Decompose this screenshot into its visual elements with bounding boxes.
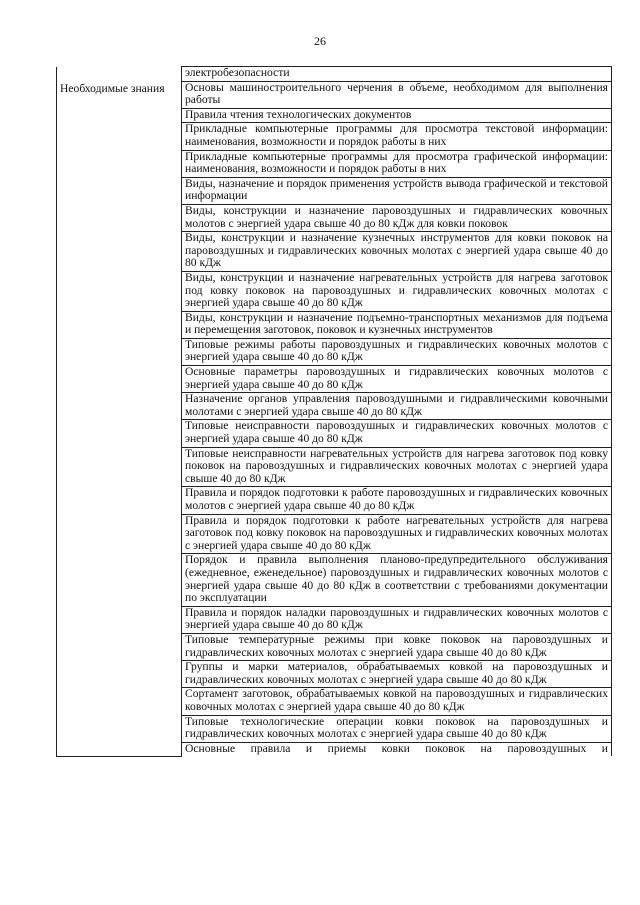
knowledge-item: Типовые неисправности нагревательных устройств для нагрева заготовок под ковку поковок на паровоздушных и гидравлических ковочных молотах с энергией удара свыше 40 до 80 кДж — [182, 447, 612, 487]
competency-table — [56, 66, 612, 757]
knowledge-item: Назначение органов управления паровоздушными и гидравлическими ковочными молотами с энергией удара свыше 40 до 80 кДж — [182, 393, 612, 420]
knowledge-item: Основные параметры паровоздушных и гидравлических ковочных молотов с энергией удара свыше 40 до 80 кДж — [182, 366, 612, 393]
section-label: Необходимые знания — [57, 81, 182, 756]
knowledge-item: Виды, конструкции и назначение паровоздушных и гидравлических ковочных молотов с энергией удара свыше 40 до 80 кДж для ковки поковок — [182, 204, 612, 231]
knowledge-item: Правила и порядок подготовки к работе нагревательных устройств для нагрева заготовок под ковку поковок на паровоздушных и гидравлических ковочных молотах с энергией удара свыше 40 до 80 кДж — [182, 514, 612, 554]
knowledge-item: Виды, назначение и порядок применения устройств вывода графической и текстовой информации — [182, 177, 612, 204]
knowledge-item: Группы и марки материалов, обрабатываемых ковкой на паровоздушных и гидравлических ковочных молотах с энергией удара свыше 40 до 80 кДж — [182, 661, 612, 688]
knowledge-item: Типовые технологические операции ковки поковок на паровоздушных и гидравлических ковочных молотах с энергией удара свыше 40 до 80 кДж — [182, 715, 612, 742]
table-row — [57, 81, 612, 108]
knowledge-item: Виды, конструкции и назначение подъемно-транспортных механизмов для подъема и перемещения заготовок, поковок и кузнечных инструментов — [182, 311, 612, 338]
knowledge-item: Прикладные компьютерные программы для просмотра текстовой информации: наименования, возможности и порядок работы в них — [182, 123, 612, 150]
page-number: 26 — [314, 34, 326, 48]
knowledge-item: Типовые температурные режимы при ковке поковок на паровоздушных и гидравлических ковочных молотах с энергией удара свыше 40 до 80 кДж — [182, 633, 612, 660]
knowledge-item: Порядок и правила выполнения планово-предупредительного обслуживания (ежедневное, еженедельное) паровоздушных и гидравлических ковочных молотов с энергией удара свыше 40 до 80 кДж в соответствии с требованиями документации по эксплуатации — [182, 554, 612, 606]
knowledge-item: Виды, конструкции и назначение кузнечных инструментов для ковки поковок на паровоздушных и гидравлических ковочных молотах с энергией удара свыше 40 до 80 кДж — [182, 232, 612, 272]
knowledge-item: Правила и порядок наладки паровоздушных и гидравлических ковочных молотов с энергией удара свыше 40 до 80 кДж — [182, 606, 612, 633]
knowledge-item: Типовые неисправности паровоздушных и гидравлических ковочных молотов с энергией удара свыше 40 до 80 кДж — [182, 420, 612, 447]
continued-text: электробезопасности — [182, 67, 612, 82]
empty-label-cell — [57, 67, 182, 82]
knowledge-item: Сортамент заготовок, обрабатываемых ковкой на паровоздушных и гидравлических ковочных молотах с энергией удара свыше 40 до 80 кДж — [182, 688, 612, 715]
knowledge-item: Основы машиностроительного черчения в объеме, необходимом для выполнения работы — [182, 81, 612, 108]
knowledge-item: Правила и порядок подготовки к работе паровоздушных и гидравлических ковочных молотов с энергией удара свыше 40 до 80 кДж — [182, 487, 612, 514]
table-row-continued — [57, 67, 612, 82]
knowledge-item: Основные правила и приемы ковки поковок на паровоздушных и — [182, 742, 612, 756]
knowledge-item: Правила чтения технологических документов — [182, 108, 612, 123]
knowledge-item: Прикладные компьютерные программы для просмотра графической информации: наименования, возможности и порядок работы в них — [182, 150, 612, 177]
knowledge-item: Типовые режимы работы паровоздушных и гидравлических ковочных молотов с энергией удара свыше 40 до 80 кДж — [182, 338, 612, 365]
knowledge-item: Виды, конструкции и назначение нагревательных устройств для нагрева заготовок под ковку поковок на паровоздушных и гидравлических ковочных молотах с энергией удара свыше 40 до 80 кДж — [182, 271, 612, 311]
